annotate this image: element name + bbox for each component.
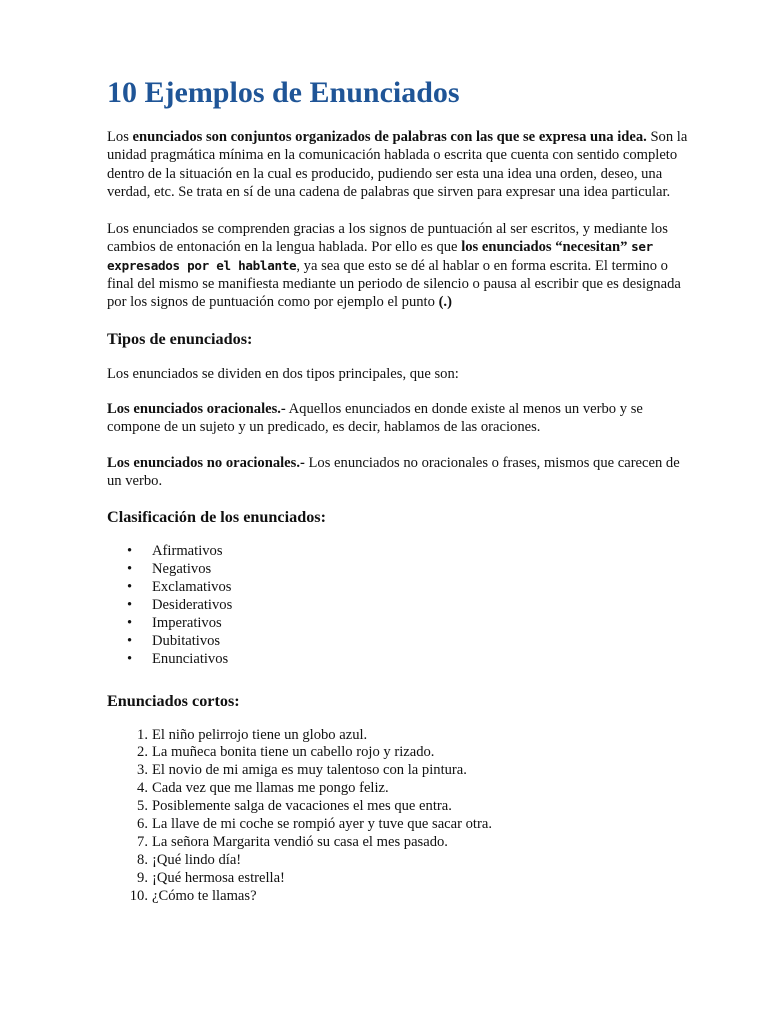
list-number: 6. [137,816,148,833]
list-number: 8. [137,851,148,868]
list-item [107,579,697,597]
tipos-oracionales [107,400,697,437]
list-item [107,633,697,651]
list-item-text: Posiblemente salga de vacaciones el mes que entra. [152,798,452,815]
list-item [107,834,697,852]
list-item [107,561,697,579]
bullet-icon: • [127,632,133,649]
definition-text: Aquellos enunciados en donde existe al menos un verbo y se compone de un sujeto y un predicado, es decir, hablamos de las oraciones. [107,400,643,436]
intro-bold-phrase: los enunciados “necesitan” [461,239,632,256]
bullet-icon: • [127,561,133,578]
list-item-text: Negativos [152,561,212,578]
section-heading-clasificacion: Clasificación de los enunciados: [107,508,326,527]
cortos-list [107,727,697,906]
section-heading-tipos: Tipos de enunciados: [107,329,253,348]
definition-text: Los enunciados no oracionales o frases, mismos que carecen de un verbo. [107,454,680,489]
list-item-text: La llave de mi coche se rompió ayer y tuve que sacar otra. [152,816,492,833]
list-item-text: El novio de mi amiga es muy talentoso con la pintura. [152,762,467,779]
list-item [107,744,697,762]
document-page [107,74,697,928]
list-item-text: Enunciativos [152,650,229,667]
intro-text: Son la unidad pragmática mínima en la comunicación hablada o escrita que cuenta con sentido completo dentro de la situación en la cual es producido, pudiendo ser esta una idea una orden, deseo, una verdad, etc. Se trata en sí de una cadena de palabras que sirven para expresar una idea particular. [107,129,688,200]
bullet-icon: • [127,650,133,667]
list-item [107,852,697,870]
list-item-text: Dubitativos [152,632,221,649]
list-item-text: Cada vez que me llamas me pongo feliz. [152,780,389,797]
list-item-text: Exclamativos [152,578,232,595]
list-item-text: El niño pelirrojo tiene un globo azul. [152,726,368,743]
list-item-text: La muñeca bonita tiene un cabello rojo y rizado. [152,744,435,761]
tipos-lead: Los enunciados se dividen en dos tipos principales, que son: [107,365,459,382]
intro-bold-punto: (.) [438,294,452,311]
intro-paragraph-1 [107,128,697,201]
list-number: 3. [137,762,148,779]
intro-text: , ya sea que esto se dé al hablar o en forma escrita. El termino o final del mismo se manifiesta mediante un periodo de silencio o pausa al escribir que es designada por los signos de puntuación como por ejemplo el punto [107,257,681,311]
list-item-text: ¡Qué hermosa estrella! [152,869,285,886]
intro-bold-definition: enunciados son conjuntos organizados de palabras con las que se expresa una idea. [132,129,647,145]
bullet-icon: • [127,543,133,560]
list-item [107,651,697,669]
list-item [107,798,697,816]
term-oracionales: Los enunciados oracionales.- [107,400,286,417]
list-item-text: ¡Qué lindo día! [152,851,242,868]
list-item [107,543,697,561]
term-no-oracionales: Los enunciados no oracionales.- [107,454,305,471]
list-item [107,762,697,780]
intro-text: Los enunciados se comprenden gracias a los signos de puntuación al ser escritos, y mediante los cambios de entonación en la lengua hablada. Por ello es que [107,221,668,256]
list-item [107,780,697,798]
bullet-icon: • [127,596,133,613]
list-number: 2. [137,744,148,761]
list-number: 7. [137,833,148,850]
list-item [107,615,697,633]
list-number: 9. [137,869,148,886]
list-item [107,888,697,906]
clasificacion-list [107,543,697,668]
intro-paragraph-2 [107,220,697,311]
list-item [107,816,697,834]
list-item [107,727,697,745]
list-item [107,597,697,615]
list-item-text: La señora Margarita vendió su casa el mes pasado. [152,833,448,850]
document-title: 10 Ejemplos de Enunciados [107,76,460,109]
list-item-text: Desiderativos [152,596,233,613]
intro-bold-phrase: ser expresados por el hablante [107,239,653,273]
list-item-text: ¿Cómo te llamas? [152,887,257,904]
list-item-text: Imperativos [152,614,222,631]
list-number: 1. [137,726,148,743]
list-item-text: Afirmativos [152,543,223,560]
list-number: 4. [137,780,148,797]
list-item [107,870,697,888]
bullet-icon: • [127,578,133,595]
bullet-icon: • [127,614,133,631]
tipos-no-oracionales [107,454,697,491]
section-heading-cortos: Enunciados cortos: [107,691,240,710]
intro-text: Los [107,129,133,145]
list-number: 10. [129,887,148,904]
list-number: 5. [137,798,148,815]
